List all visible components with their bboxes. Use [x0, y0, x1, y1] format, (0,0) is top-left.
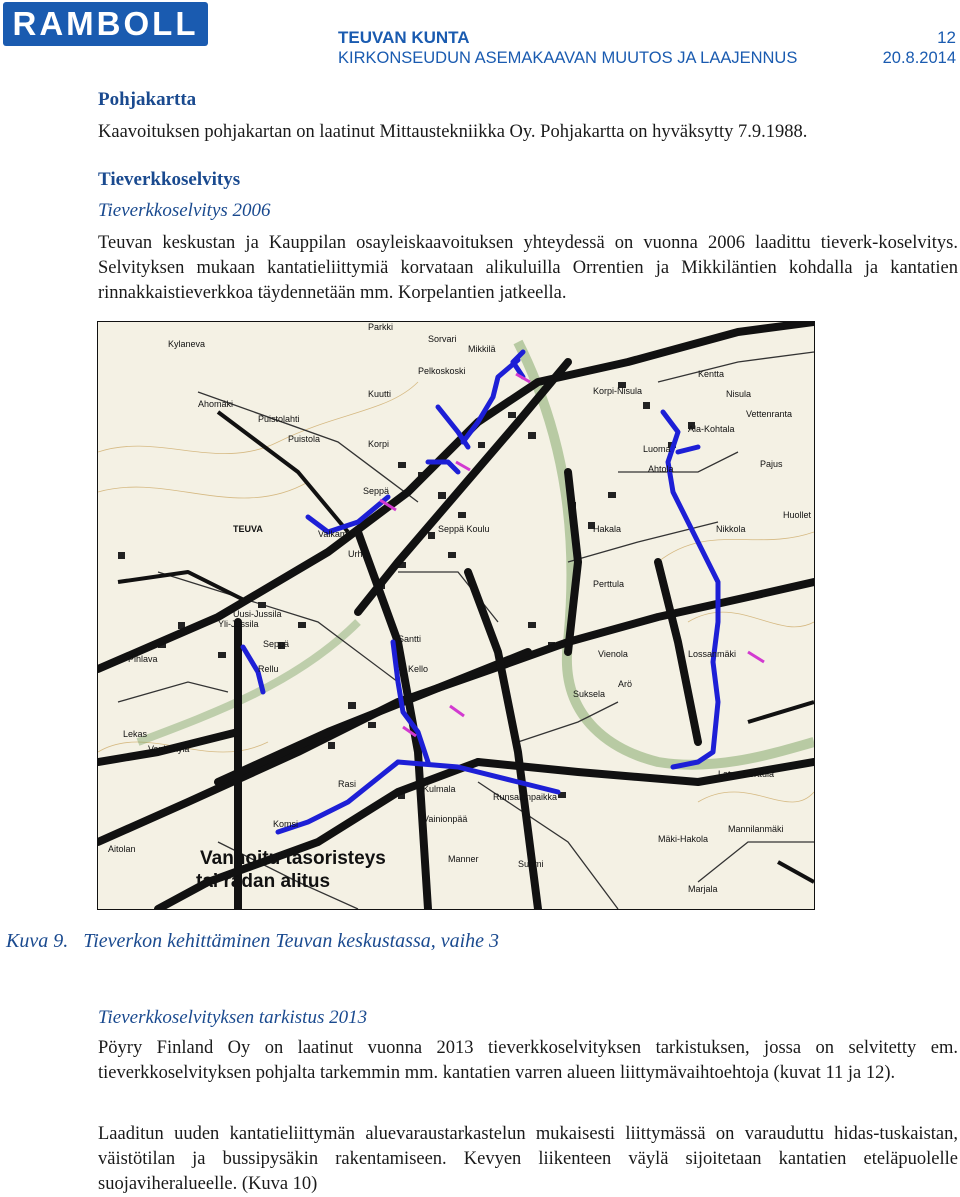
map-place-label: Vienola [598, 649, 628, 659]
map-place-label: Vanhakylä [148, 744, 190, 754]
map-place-label: Yli-Jussila [218, 619, 259, 629]
map-place-label: Suksela [573, 689, 606, 699]
map-place-label: Valkama [318, 529, 353, 539]
map-place-label: Kentta [698, 369, 725, 379]
map-place-label: Lossanmäki [688, 649, 737, 659]
heading-tieverkkoselvitys: Tieverkkoselvitys [98, 169, 241, 190]
map-place-label: Marjala [688, 884, 718, 894]
paragraph-tarkistus-2: Laaditun uuden kantatieliittymän aluevaraustarkastelun mukaisesti liittymässä on varauduttu hidas-tuskaistan, väistötilan ja bussipysäkin rakentamiseen. Kevyen liikenteen väylä sijoitetaan kantatien eteläpuolelle suojaviheralueelle. (Kuva 10) [98, 1124, 958, 1194]
figure-caption-label: Kuva 9. [6, 930, 69, 952]
map-place-label: Hakala [593, 524, 622, 534]
subheading-tarkistus-2013: Tieverkkoselvityksen tarkistus 2013 [98, 1007, 368, 1028]
map-place-label: Mikkilä [468, 344, 496, 354]
map-place-label: Seppä [263, 639, 290, 649]
map-place-label: Kello [408, 664, 429, 674]
map-place-label: Runsalanpaikka [493, 792, 558, 802]
page-number: 12 [937, 28, 956, 47]
map-place-label: Nisula [726, 389, 752, 399]
map-place-label: Seppä Koulu [438, 524, 490, 534]
map-place-label: Santti [398, 634, 422, 644]
paragraph-tarkistus-1: Pöyry Finland Oy on laatinut vuonna 2013 tieverkkoselvityksen tarkistuksen, jossa on selvitetty em. tieverkkoselvityksen pohjalta tarkemmin mm. kantatien varren alueen liittymävaihtoehtoja (kuvat 11 ja 12). [98, 1038, 958, 1083]
paragraph-pohjakartta: Kaavoituksen pohjakartan on laatinut Mittaustekniikka Oy. Pohjakartta on hyväksytty 7.9.1988. [98, 122, 808, 142]
map-place-label: Urh. [348, 549, 366, 559]
map-place-label: Parkki [368, 322, 394, 332]
ramboll-logo [3, 2, 208, 46]
map-place-label: Seppä [363, 486, 390, 496]
figure-caption-text: Tieverkon kehittäminen Teuvan keskustassa, vaihe 3 [83, 930, 500, 952]
map-place-label: Uusi-Jussila [233, 609, 282, 619]
map-place-label: Rellu [258, 664, 279, 674]
map-place-label: Puistola [288, 434, 321, 444]
map-place-label: Puistolahti [258, 414, 300, 424]
map-place-label: Kulmala [423, 784, 456, 794]
map-place-label: Rasi [338, 779, 357, 789]
map-place-label: Korpi [368, 439, 390, 449]
map-place-label: Pajus [760, 459, 783, 469]
figure-caption [6, 930, 499, 953]
map-place-label: Komsi [273, 819, 299, 829]
map-place-label: Kylanevа [168, 339, 206, 349]
map-place-label: Mannilanmäki [728, 824, 784, 834]
map-place-label: Vainionpää [423, 814, 468, 824]
map-place-label: Mäki-Hakola [658, 834, 709, 844]
logo-text: RAMBOLL [12, 5, 199, 42]
map-place-label: Korpi-Nisula [593, 386, 643, 396]
subheading-tieverkkoselvitys-2006: Tieverkkoselvitys 2006 [98, 200, 271, 221]
paragraph-tieverkkoselvitys: Teuvan keskustan ja Kauppilan osayleiskaavoituksen yhteydessä on vuonna 2006 laadittu tieverk-koselvitys. Selvityksen mukaan kantatieliittymiä korvataan alikuluilla Orrentien ja Mikkiläntien kohdalla ja kantatien rinnakkaistieverkkoa täydennetään mm. Korpelantien jatkeella. [98, 233, 958, 303]
map-place-label: Kuutti [368, 389, 392, 399]
map-place-label: Nikkola [716, 524, 746, 534]
map-place-label: Ahomäki [198, 399, 234, 409]
map-place-label: Suomi [518, 859, 544, 869]
map-drawing [98, 322, 814, 909]
map-place-label: Huollet [783, 510, 812, 520]
map-overlay-line1: Vanhoitu tasoristeys [200, 848, 386, 869]
heading-pohjakartta: Pohjakartta [98, 89, 197, 110]
map-place-label: Sorvari [428, 334, 457, 344]
map-place-label: Pelkoskoski [418, 366, 466, 376]
map-place-label: Ahtola [648, 464, 674, 474]
map-place-label: Arö [618, 679, 633, 689]
document-subtitle: KIRKONSEUDUN ASEMAKAAVAN MUUTOS JA LAAJENNUS [338, 49, 798, 67]
map-place-label: Lekas [123, 729, 148, 739]
map-place-label: Vettenranta [746, 409, 793, 419]
map-place-label: TEUVA [233, 524, 263, 534]
map-place-label: Aitolan [108, 844, 136, 854]
map-place-label: Perttula [593, 579, 625, 589]
map-place-label: Ala-Kohtala [688, 424, 735, 434]
document-date: 20.8.2014 [882, 49, 956, 67]
road-network-map [97, 321, 815, 910]
map-place-label: Latva-Perttula [718, 769, 775, 779]
map-place-label: Pihlava [128, 654, 158, 664]
map-overlay-line2: tai radan alitus [196, 871, 331, 892]
map-place-label: Manner [448, 854, 479, 864]
map-place-label: Luoma [643, 444, 671, 454]
document-title: TEUVAN KUNTA [338, 28, 470, 47]
